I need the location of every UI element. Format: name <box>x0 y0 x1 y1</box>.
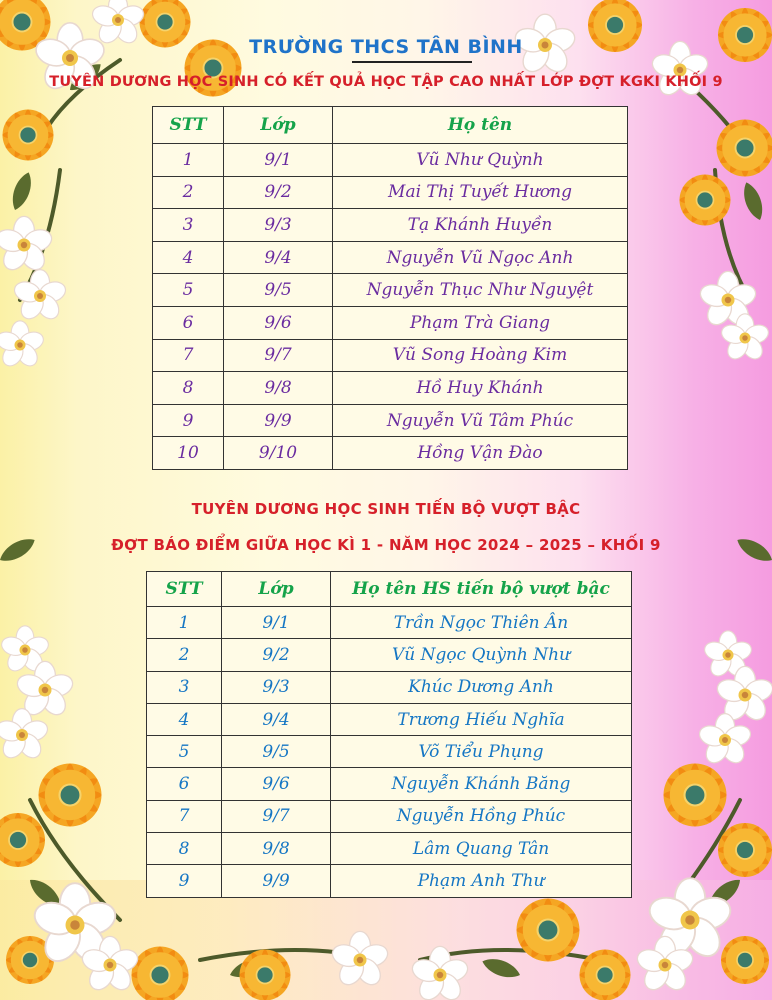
header-name: Họ tên <box>333 107 628 144</box>
cell-name: Lâm Quang Tân <box>331 833 632 865</box>
cell-class: 9/6 <box>222 768 331 800</box>
cell-name: Nguyễn Hồng Phúc <box>331 800 632 832</box>
cell-name: Vũ Ngọc Quỳnh Như <box>331 639 632 671</box>
cell-stt: 6 <box>147 768 222 800</box>
cell-name: Nguyễn Khánh Băng <box>331 768 632 800</box>
cell-stt: 8 <box>153 372 224 405</box>
cell-stt: 2 <box>147 639 222 671</box>
progress-students-table <box>146 571 632 898</box>
cell-class: 9/9 <box>222 865 331 897</box>
cell-stt: 1 <box>153 144 224 177</box>
cell-name: Mai Thị Tuyết Hương <box>333 176 628 209</box>
cell-name: Phạm Anh Thư <box>331 865 632 897</box>
cell-name: Hồng Vận Đào <box>333 437 628 470</box>
cell-class: 9/2 <box>224 176 333 209</box>
section2-title-line1: TUYÊN DƯƠNG HỌC SINH TIẾN BỘ VƯỢT BẬC <box>191 500 581 518</box>
cell-stt: 1 <box>147 607 222 639</box>
cell-stt: 8 <box>147 833 222 865</box>
table-row <box>147 833 632 865</box>
header-class: Lớp <box>224 107 333 144</box>
cell-name: Phạm Trà Giang <box>333 306 628 339</box>
cell-stt: 4 <box>153 241 224 274</box>
cell-class: 9/8 <box>224 372 333 405</box>
table-row <box>153 274 628 307</box>
header-stt: STT <box>147 572 222 607</box>
cell-class: 9/10 <box>224 437 333 470</box>
table-header-row <box>153 107 628 144</box>
cell-name: Trần Ngọc Thiên Ân <box>331 607 632 639</box>
table-row <box>153 241 628 274</box>
header-name: Họ tên HS tiến bộ vượt bậc <box>331 572 632 607</box>
section2-title-line2: ĐỢT BÁO ĐIỂM GIỮA HỌC KÌ 1 - NĂM HỌC 2024 – 2025 – KHỐI 9 <box>111 536 661 554</box>
cell-class: 9/3 <box>222 671 331 703</box>
school-name: TRƯỜNG THCS TÂN BÌNH <box>249 36 523 58</box>
table-row <box>147 768 632 800</box>
cell-class: 9/7 <box>224 339 333 372</box>
cell-stt: 4 <box>147 703 222 735</box>
cell-stt: 9 <box>147 865 222 897</box>
cell-class: 9/6 <box>224 306 333 339</box>
cell-stt: 2 <box>153 176 224 209</box>
section1-title: TUYÊN DƯƠNG HỌC SINH CÓ KẾT QUẢ HỌC TẬP CAO NHẤT LỚP ĐỢT KGKI KHỐI 9 <box>49 74 723 90</box>
cell-stt: 6 <box>153 306 224 339</box>
table-row <box>153 144 628 177</box>
cell-class: 9/4 <box>224 241 333 274</box>
cell-name: Võ Tiểu Phụng <box>331 736 632 768</box>
cell-class: 9/9 <box>224 404 333 437</box>
cell-stt: 5 <box>147 736 222 768</box>
table-row <box>147 671 632 703</box>
table-row <box>147 607 632 639</box>
header-class: Lớp <box>222 572 331 607</box>
cell-name: Vũ Như Quỳnh <box>333 144 628 177</box>
table-row <box>147 800 632 832</box>
table-row <box>147 865 632 897</box>
cell-name: Nguyễn Vũ Ngọc Anh <box>333 241 628 274</box>
table-row <box>147 736 632 768</box>
cell-class: 9/1 <box>222 607 331 639</box>
cell-name: Tạ Khánh Huyền <box>333 209 628 242</box>
cell-class: 9/5 <box>222 736 331 768</box>
cell-name: Vũ Song Hoàng Kim <box>333 339 628 372</box>
header-stt: STT <box>153 107 224 144</box>
cell-name: Hồ Huy Khánh <box>333 372 628 405</box>
cell-stt: 7 <box>147 800 222 832</box>
cell-class: 9/3 <box>224 209 333 242</box>
school-underline <box>352 61 472 63</box>
cell-class: 9/1 <box>224 144 333 177</box>
table-row <box>153 209 628 242</box>
top-students-table <box>152 106 628 470</box>
cell-name: Nguyễn Thục Như Nguyệt <box>333 274 628 307</box>
cell-class: 9/8 <box>222 833 331 865</box>
table-row <box>153 339 628 372</box>
cell-stt: 5 <box>153 274 224 307</box>
cell-name: Trương Hiếu Nghĩa <box>331 703 632 735</box>
table-row <box>147 703 632 735</box>
cell-stt: 10 <box>153 437 224 470</box>
cell-stt: 3 <box>153 209 224 242</box>
cell-stt: 7 <box>153 339 224 372</box>
table-header-row <box>147 572 632 607</box>
table-row <box>153 306 628 339</box>
cell-name: Khúc Dương Anh <box>331 671 632 703</box>
cell-class: 9/7 <box>222 800 331 832</box>
cell-name: Nguyễn Vũ Tâm Phúc <box>333 404 628 437</box>
cell-stt: 3 <box>147 671 222 703</box>
cell-class: 9/2 <box>222 639 331 671</box>
cell-stt: 9 <box>153 404 224 437</box>
table-row <box>153 372 628 405</box>
cell-class: 9/5 <box>224 274 333 307</box>
table-row <box>153 404 628 437</box>
table-row <box>153 176 628 209</box>
table-row <box>153 437 628 470</box>
cell-class: 9/4 <box>222 703 331 735</box>
table-row <box>147 639 632 671</box>
